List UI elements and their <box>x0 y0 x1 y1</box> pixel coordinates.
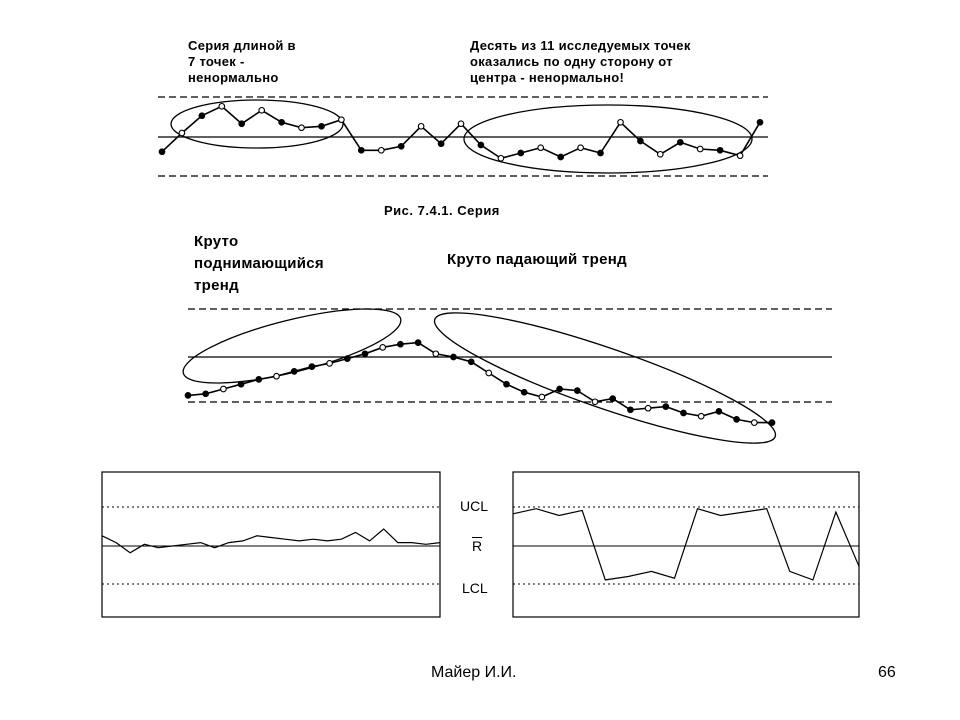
chart1 <box>158 97 768 176</box>
chart2-point-1 <box>185 393 191 399</box>
chart2-falling-trend-ellipse <box>425 291 785 465</box>
chart1-point-24 <box>618 120 624 126</box>
chart1-series-line <box>162 106 760 158</box>
chart1-point-22 <box>578 145 584 151</box>
chart2-point-22 <box>557 386 563 392</box>
chart2-point-5 <box>256 377 262 383</box>
chart1-point-30 <box>737 153 743 159</box>
chart1-point-5 <box>239 121 245 127</box>
chart2-point-12 <box>380 345 386 351</box>
chart1-point-23 <box>598 150 604 156</box>
chart2-annotation-rising-trend: Круто поднимающийся тренд <box>194 233 324 294</box>
footer-author: Майер И.И. <box>431 664 517 681</box>
chart1-point-16 <box>458 121 464 127</box>
chart1-point-13 <box>398 144 404 150</box>
chart3 <box>102 472 440 617</box>
chart1-point-14 <box>418 124 424 130</box>
chart2-point-26 <box>628 407 634 413</box>
footer-page-number: 66 <box>878 664 896 681</box>
chart2-point-20 <box>521 389 527 395</box>
chart2-point-18 <box>486 370 492 376</box>
chart2-point-28 <box>663 404 669 410</box>
chart1-point-26 <box>658 152 664 158</box>
chart1-point-12 <box>379 148 385 154</box>
chart1-point-20 <box>538 145 544 151</box>
chart1-series-ellipse-left <box>171 100 343 148</box>
chart3-frame <box>102 472 440 617</box>
chart1-point-15 <box>438 141 444 147</box>
chart1-point-21 <box>558 154 564 160</box>
chart2-point-13 <box>398 341 404 347</box>
chart1-point-1 <box>159 149 165 155</box>
chart2-point-30 <box>698 413 704 419</box>
chart2-point-3 <box>221 386 227 392</box>
chart2-point-15 <box>433 351 439 357</box>
lcl-label: LCL <box>462 580 488 596</box>
chart1-point-29 <box>717 148 723 154</box>
chart2-point-27 <box>645 405 651 411</box>
chart1-point-28 <box>697 146 703 152</box>
chart1-point-3 <box>199 113 205 119</box>
chart2-point-23 <box>575 388 581 394</box>
chart1-point-19 <box>518 150 524 156</box>
chart1-point-18 <box>498 156 504 162</box>
chart2-point-34 <box>769 420 775 426</box>
chart1-point-7 <box>279 120 285 126</box>
chart2-point-10 <box>345 356 351 362</box>
chart1-point-6 <box>259 108 265 114</box>
chart1-point-11 <box>359 148 365 154</box>
chart1-point-17 <box>478 142 484 148</box>
chart2-annotation-falling-trend: Круто падающий тренд <box>447 251 627 268</box>
chart1-caption: Рис. 7.4.1. Серия <box>384 203 500 218</box>
chart4 <box>513 472 859 617</box>
chart2-point-6 <box>274 373 280 379</box>
chart1-point-10 <box>339 117 345 123</box>
r-bar-label: $\overline{R}$ <box>472 538 483 554</box>
chart2-point-11 <box>362 351 368 357</box>
ucl-label: UCL <box>460 498 489 514</box>
chart1-point-31 <box>757 120 763 126</box>
chart1-point-9 <box>319 124 325 130</box>
chart2-point-16 <box>451 354 457 360</box>
chart2 <box>177 291 832 465</box>
chart3-series-line <box>102 529 440 553</box>
chart1-annotation-series7: Серия длиной в 7 точек - ненормально <box>188 38 296 85</box>
chart1-point-4 <box>219 104 225 110</box>
chart1-point-2 <box>179 130 185 136</box>
chart2-point-31 <box>716 409 722 415</box>
chart2-point-8 <box>309 364 315 370</box>
chart4-series-line <box>513 509 859 580</box>
chart1-point-8 <box>299 125 305 131</box>
chart2-point-9 <box>327 361 333 367</box>
chart2-point-14 <box>415 340 421 346</box>
chart2-point-29 <box>681 410 687 416</box>
chart2-point-24 <box>592 399 598 405</box>
chart1-point-25 <box>638 138 644 144</box>
chart2-point-33 <box>752 420 758 426</box>
chart1-series-ellipse-right <box>464 105 752 173</box>
chart2-point-2 <box>203 391 209 397</box>
chart2-point-17 <box>468 359 474 365</box>
chart1-annotation-ten-of-eleven: Десять из 11 исследуемых точек оказались по одну сторону от центра - ненормально! <box>470 38 691 85</box>
chart2-point-4 <box>238 381 244 387</box>
chart2-point-25 <box>610 396 616 402</box>
chart2-point-7 <box>291 369 297 375</box>
chart2-point-21 <box>539 394 545 400</box>
chart2-point-19 <box>504 381 510 387</box>
chart1-point-27 <box>678 140 684 146</box>
chart2-point-32 <box>734 417 740 423</box>
